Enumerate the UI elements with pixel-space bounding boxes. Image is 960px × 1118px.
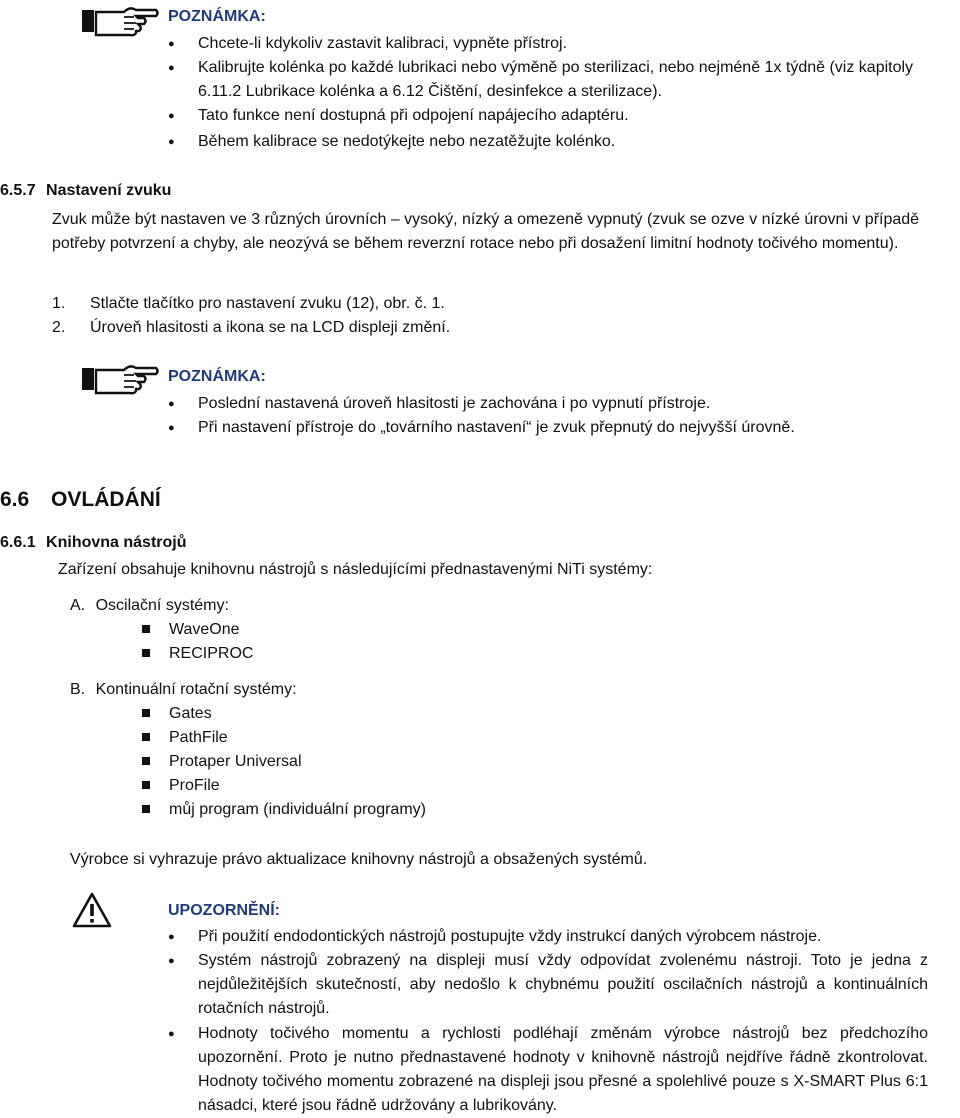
- list-item: ● Poslední nastavená úroveň hlasitosti je zachována i po vypnutí přístroje.: [168, 392, 928, 416]
- group-heading: A. Oscilační systémy:: [70, 597, 229, 614]
- list-item: ● Chcete-li kdykoliv zastavit kalibraci, vypněte přístroj.: [168, 32, 928, 56]
- list-item: ● Systém nástrojů zobrazený na displeji musí vždy odpovídat zvolenému nástroji. Toto je jedna z nejdůležitějších skutečností, aby nedošlo k chybnému použití oscilačních nástrojů a kontinuálních rotačních nástrojů.: [168, 949, 928, 1021]
- section-number: 6.6: [0, 488, 30, 511]
- list-item: Protaper Universal: [142, 750, 302, 774]
- group-heading: B. Kontinuální rotační systémy:: [70, 681, 297, 698]
- paragraph: Výrobce si vyhrazuje právo aktualizace knihovny nástrojů a obsažených systémů.: [70, 851, 648, 868]
- list-item: RECIPROC: [142, 642, 253, 666]
- note-title: POZNÁMKA:: [168, 8, 266, 25]
- section-number: 6.5.7: [0, 182, 36, 199]
- pointing-hand-icon: [80, 4, 160, 38]
- section-title: Knihovna nástrojů: [46, 534, 187, 551]
- step-item: 1. Stlačte tlačítko pro nastavení zvuku (12), obr. č. 1.: [52, 295, 445, 312]
- list-item: ● Během kalibrace se nedotýkejte nebo nezatěžujte kolénko.: [168, 130, 928, 154]
- section-title: Nastavení zvuku: [46, 182, 172, 199]
- list-item: PathFile: [142, 726, 228, 750]
- step-item: 2. Úroveň hlasitosti a ikona se na LCD displeji změní.: [52, 319, 451, 336]
- list-item: můj program (individuální programy): [142, 798, 426, 822]
- list-item: Gates: [142, 702, 212, 726]
- list-item: ● Při použití endodontických nástrojů postupujte vždy instrukcí daných výrobcem nástroje.: [168, 925, 928, 949]
- list-item: ● Kalibrujte kolénka po každé lubrikaci nebo výměně po sterilizaci, nebo nejméně 1x týdně (viz kapitoly 6.11.2 Lubrikace kolénka a 6.12 Čištění, desinfekce a sterilizace).: [168, 56, 928, 104]
- section-heading: [0, 534, 187, 552]
- section-heading: [0, 488, 161, 512]
- list-item: WaveOne: [142, 618, 240, 642]
- list-item: ProFile: [142, 774, 220, 798]
- section-heading: [0, 182, 171, 200]
- warning-icon: [72, 892, 112, 928]
- paragraph: Zařízení obsahuje knihovnu nástrojů s následujícími přednastavenými NiTi systémy:: [58, 561, 653, 578]
- section-title: OVLÁDÁNÍ: [51, 488, 161, 511]
- list-item: ● Hodnoty točivého momentu a rychlosti podléhají změnám výrobce nástrojů bez předchozího upozornění. Proto je nutno přednastavené hodnoty v knihovně nástrojů nejdříve řádně zkontrolovat. Hodnoty točivého momentu zobrazené na displeji jsou přesné a spolehlivé pouze s X-SMART Plus 6:1 násadci, které jsou řádně udržovány a lubrikovány.: [168, 1022, 928, 1118]
- list-item: ● Tato funkce není dostupná při odpojení napájecího adaptéru.: [168, 104, 928, 128]
- pointing-hand-icon: [80, 362, 160, 396]
- paragraph: Zvuk může být nastaven ve 3 různých úrovních – vysoký, nízký a omezeně vypnutý (zvuk se ozve v nízké úrovni v případě potřeby potvrzení a chyby, ale neozývá se během reverzní rotace nebo při dosažení limitní hodnoty točivého momentu).: [52, 211, 920, 252]
- warning-title: UPOZORNĚNÍ:: [168, 902, 280, 919]
- note-title: POZNÁMKA:: [168, 368, 266, 385]
- list-item: ● Při nastavení přístroje do „továrního nastavení“ je zvuk přepnutý do nejvyšší úrovně.: [168, 416, 928, 440]
- section-number: 6.6.1: [0, 534, 36, 551]
